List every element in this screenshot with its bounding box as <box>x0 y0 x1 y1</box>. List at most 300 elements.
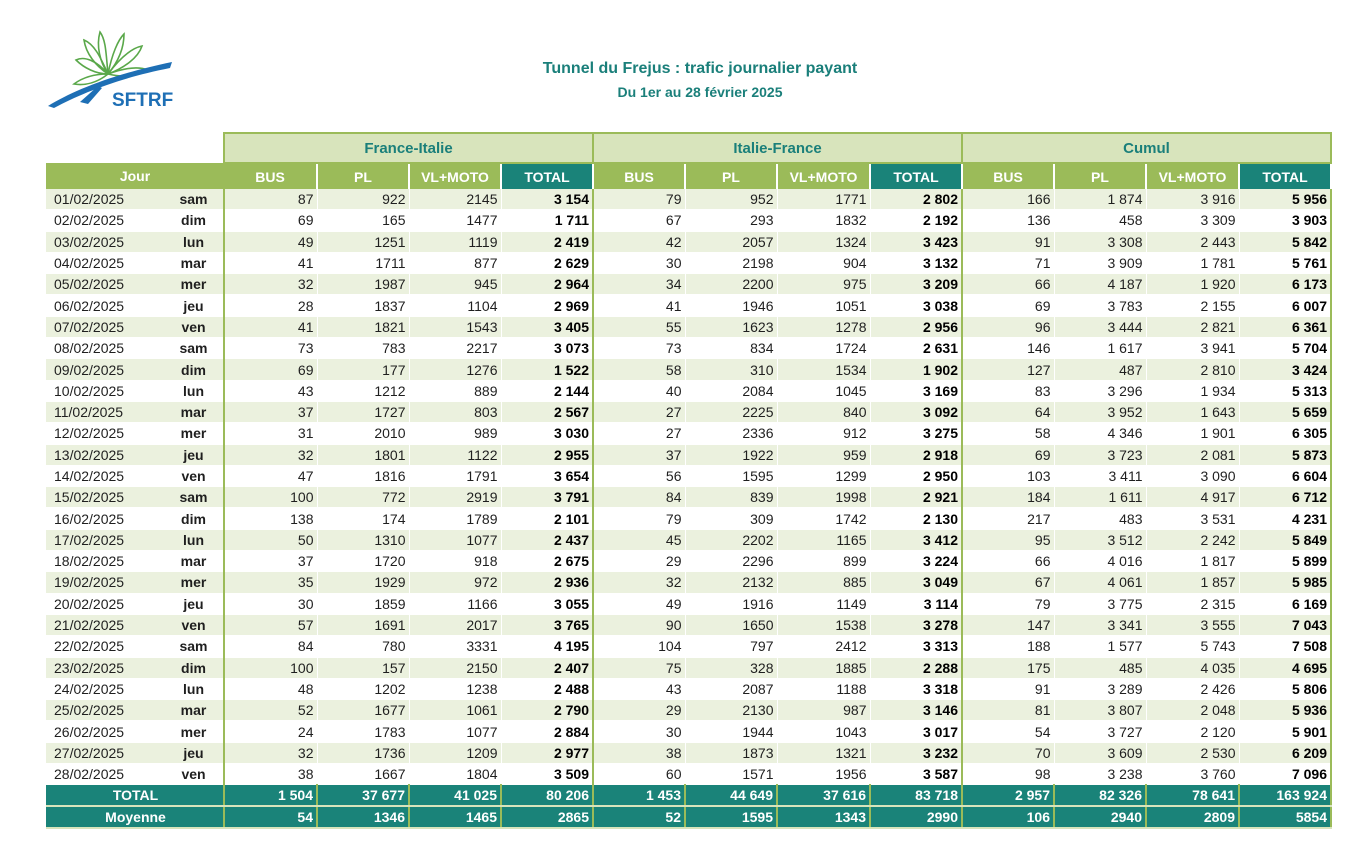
value-cell: 83 <box>962 380 1054 401</box>
total-value-cell: 2 130 <box>870 508 962 529</box>
value-cell: 29 <box>593 551 685 572</box>
table-row <box>46 231 1331 252</box>
total-value-cell: 6 209 <box>1239 742 1331 763</box>
value-cell: 27 <box>593 423 685 444</box>
value-cell: 67 <box>962 572 1054 593</box>
value-cell: 157 <box>317 657 409 678</box>
value-cell: 2 426 <box>1146 678 1239 699</box>
total-value-cell: 3 318 <box>870 678 962 699</box>
total-value-cell: 2 969 <box>501 295 593 316</box>
value-cell: 84 <box>224 636 317 657</box>
date-cell: 18/02/2025 <box>46 551 164 572</box>
value-cell: 877 <box>409 252 501 273</box>
total-value-cell: 7 096 <box>1239 764 1331 785</box>
value-cell: 69 <box>224 359 317 380</box>
column-header-total: TOTAL <box>1239 163 1331 189</box>
value-cell: 1209 <box>409 742 501 763</box>
day-cell: jeu <box>164 742 224 763</box>
value-cell: 30 <box>593 252 685 273</box>
value-cell: 3 531 <box>1146 508 1239 529</box>
value-cell: 32 <box>593 572 685 593</box>
day-cell: ven <box>164 316 224 337</box>
value-cell: 783 <box>317 338 409 359</box>
total-cell: 41 025 <box>409 785 501 807</box>
total-value-cell: 3 030 <box>501 423 593 444</box>
value-cell: 2 315 <box>1146 593 1239 614</box>
table-row <box>46 678 1331 699</box>
total-value-cell: 6 007 <box>1239 295 1331 316</box>
average-cell: 1343 <box>777 806 870 828</box>
value-cell: 54 <box>962 721 1054 742</box>
value-cell: 50 <box>224 529 317 550</box>
value-cell: 69 <box>224 210 317 231</box>
value-cell: 1832 <box>777 210 870 231</box>
value-cell: 1165 <box>777 529 870 550</box>
total-value-cell: 6 173 <box>1239 274 1331 295</box>
total-value-cell: 5 806 <box>1239 678 1331 699</box>
total-value-cell: 7 508 <box>1239 636 1331 657</box>
total-cell: 83 718 <box>870 785 962 807</box>
total-value-cell: 3 791 <box>501 487 593 508</box>
value-cell: 975 <box>777 274 870 295</box>
value-cell: 1650 <box>685 614 777 635</box>
average-cell: 1346 <box>317 806 409 828</box>
value-cell: 1837 <box>317 295 409 316</box>
value-cell: 1 817 <box>1146 551 1239 572</box>
total-value-cell: 3 049 <box>870 572 962 593</box>
total-cell: 1 504 <box>224 785 317 807</box>
value-cell: 1742 <box>777 508 870 529</box>
value-cell: 2919 <box>409 487 501 508</box>
value-cell: 1791 <box>409 465 501 486</box>
value-cell: 1 934 <box>1146 380 1239 401</box>
value-cell: 57 <box>224 614 317 635</box>
value-cell: 103 <box>962 465 1054 486</box>
column-header-pl: PL <box>1054 163 1146 189</box>
date-cell: 28/02/2025 <box>46 764 164 785</box>
total-value-cell: 2 790 <box>501 700 593 721</box>
value-cell: 3 512 <box>1054 529 1146 550</box>
total-value-cell: 3 412 <box>870 529 962 550</box>
value-cell: 1667 <box>317 764 409 785</box>
total-value-cell: 2 288 <box>870 657 962 678</box>
value-cell: 4 035 <box>1146 657 1239 678</box>
value-cell: 1571 <box>685 764 777 785</box>
average-label: Moyenne <box>46 806 224 828</box>
value-cell: 1885 <box>777 657 870 678</box>
day-cell: lun <box>164 678 224 699</box>
value-cell: 27 <box>593 401 685 422</box>
logo-text: SFTRF <box>112 90 174 111</box>
day-cell: lun <box>164 529 224 550</box>
column-header-total: TOTAL <box>870 163 962 189</box>
value-cell: 2132 <box>685 572 777 593</box>
value-cell: 952 <box>685 189 777 210</box>
value-cell: 989 <box>409 423 501 444</box>
value-cell: 32 <box>224 742 317 763</box>
value-cell: 3 296 <box>1054 380 1146 401</box>
value-cell: 4 917 <box>1146 487 1239 508</box>
value-cell: 184 <box>962 487 1054 508</box>
column-header-vl-moto: VL+MOTO <box>1146 163 1239 189</box>
table-row <box>46 295 1331 316</box>
date-cell: 22/02/2025 <box>46 636 164 657</box>
table-row <box>46 721 1331 742</box>
column-header-bus: BUS <box>962 163 1054 189</box>
total-value-cell: 6 712 <box>1239 487 1331 508</box>
value-cell: 43 <box>593 678 685 699</box>
column-header-jour: Jour <box>46 163 224 189</box>
value-cell: 1477 <box>409 210 501 231</box>
value-cell: 79 <box>593 189 685 210</box>
date-cell: 17/02/2025 <box>46 529 164 550</box>
date-cell: 09/02/2025 <box>46 359 164 380</box>
date-cell: 06/02/2025 <box>46 295 164 316</box>
total-value-cell: 5 936 <box>1239 700 1331 721</box>
value-cell: 1801 <box>317 444 409 465</box>
value-cell: 38 <box>593 742 685 763</box>
date-cell: 04/02/2025 <box>46 252 164 273</box>
total-value-cell: 3 017 <box>870 721 962 742</box>
value-cell: 1 857 <box>1146 572 1239 593</box>
group-italie-france: Italie-France <box>593 133 962 163</box>
total-value-cell: 2 956 <box>870 316 962 337</box>
value-cell: 2 081 <box>1146 444 1239 465</box>
value-cell: 64 <box>962 401 1054 422</box>
value-cell: 780 <box>317 636 409 657</box>
value-cell: 840 <box>777 401 870 422</box>
date-cell: 11/02/2025 <box>46 401 164 422</box>
table-row <box>46 614 1331 635</box>
total-value-cell: 5 901 <box>1239 721 1331 742</box>
value-cell: 2412 <box>777 636 870 657</box>
logo-flower-icon <box>74 32 148 85</box>
value-cell: 1119 <box>409 231 501 252</box>
column-header-vl-moto: VL+MOTO <box>409 163 501 189</box>
total-value-cell: 5 761 <box>1239 252 1331 273</box>
value-cell: 29 <box>593 700 685 721</box>
day-cell: ven <box>164 614 224 635</box>
value-cell: 1873 <box>685 742 777 763</box>
value-cell: 41 <box>224 316 317 337</box>
value-cell: 2200 <box>685 274 777 295</box>
value-cell: 1783 <box>317 721 409 742</box>
column-header-bus: BUS <box>224 163 317 189</box>
value-cell: 100 <box>224 657 317 678</box>
value-cell: 3 289 <box>1054 678 1146 699</box>
value-cell: 2150 <box>409 657 501 678</box>
value-cell: 2 120 <box>1146 721 1239 742</box>
total-value-cell: 6 604 <box>1239 465 1331 486</box>
value-cell: 45 <box>593 529 685 550</box>
value-cell: 1727 <box>317 401 409 422</box>
column-header-total: TOTAL <box>501 163 593 189</box>
value-cell: 1736 <box>317 742 409 763</box>
total-value-cell: 2 950 <box>870 465 962 486</box>
date-cell: 07/02/2025 <box>46 316 164 337</box>
column-header-pl: PL <box>685 163 777 189</box>
value-cell: 1061 <box>409 700 501 721</box>
value-cell: 3 238 <box>1054 764 1146 785</box>
value-cell: 797 <box>685 636 777 657</box>
sftrf-logo <box>44 30 179 112</box>
page-subtitle: Du 1er au 28 février 2025 <box>617 84 783 100</box>
value-cell: 4 346 <box>1054 423 1146 444</box>
total-value-cell: 3 509 <box>501 764 593 785</box>
value-cell: 66 <box>962 551 1054 572</box>
total-value-cell: 2 567 <box>501 401 593 422</box>
day-cell: lun <box>164 231 224 252</box>
total-value-cell: 3 405 <box>501 316 593 337</box>
value-cell: 2336 <box>685 423 777 444</box>
total-value-cell: 3 765 <box>501 614 593 635</box>
value-cell: 127 <box>962 359 1054 380</box>
value-cell: 73 <box>593 338 685 359</box>
table-row <box>46 189 1331 210</box>
total-value-cell: 2 964 <box>501 274 593 295</box>
value-cell: 5 743 <box>1146 636 1239 657</box>
value-cell: 2 242 <box>1146 529 1239 550</box>
value-cell: 3 308 <box>1054 231 1146 252</box>
table-row <box>46 636 1331 657</box>
date-cell: 26/02/2025 <box>46 721 164 742</box>
value-cell: 922 <box>317 189 409 210</box>
value-cell: 1944 <box>685 721 777 742</box>
table-row <box>46 487 1331 508</box>
value-cell: 1859 <box>317 593 409 614</box>
day-cell: jeu <box>164 444 224 465</box>
value-cell: 2225 <box>685 401 777 422</box>
value-cell: 177 <box>317 359 409 380</box>
day-cell: sam <box>164 189 224 210</box>
total-cell: 37 677 <box>317 785 409 807</box>
value-cell: 47 <box>224 465 317 486</box>
total-value-cell: 2 144 <box>501 380 593 401</box>
value-cell: 3 555 <box>1146 614 1239 635</box>
total-label: TOTAL <box>46 785 224 807</box>
total-value-cell: 3 424 <box>1239 359 1331 380</box>
value-cell: 1 920 <box>1146 274 1239 295</box>
total-value-cell: 3 278 <box>870 614 962 635</box>
value-cell: 43 <box>224 380 317 401</box>
table-row <box>46 338 1331 359</box>
value-cell: 49 <box>224 231 317 252</box>
blank-header-cell <box>46 133 224 163</box>
table-row <box>46 401 1331 422</box>
value-cell: 2084 <box>685 380 777 401</box>
table-row <box>46 274 1331 295</box>
value-cell: 2217 <box>409 338 501 359</box>
value-cell: 2198 <box>685 252 777 273</box>
value-cell: 1077 <box>409 721 501 742</box>
total-value-cell: 3 903 <box>1239 210 1331 231</box>
total-value-cell: 3 055 <box>501 593 593 614</box>
day-cell: mer <box>164 274 224 295</box>
table-row <box>46 423 1331 444</box>
value-cell: 58 <box>962 423 1054 444</box>
date-cell: 05/02/2025 <box>46 274 164 295</box>
total-value-cell: 3 169 <box>870 380 962 401</box>
total-cell: 1 453 <box>593 785 685 807</box>
date-cell: 16/02/2025 <box>46 508 164 529</box>
value-cell: 3 309 <box>1146 210 1239 231</box>
value-cell: 972 <box>409 572 501 593</box>
value-cell: 1324 <box>777 231 870 252</box>
total-value-cell: 4 231 <box>1239 508 1331 529</box>
total-value-cell: 2 921 <box>870 487 962 508</box>
table-row <box>46 657 1331 678</box>
total-value-cell: 2 631 <box>870 338 962 359</box>
value-cell: 3 760 <box>1146 764 1239 785</box>
day-cell: ven <box>164 465 224 486</box>
value-cell: 1122 <box>409 444 501 465</box>
value-cell: 1238 <box>409 678 501 699</box>
value-cell: 1804 <box>409 764 501 785</box>
total-value-cell: 6 169 <box>1239 593 1331 614</box>
value-cell: 803 <box>409 401 501 422</box>
value-cell: 1724 <box>777 338 870 359</box>
average-cell: 2940 <box>1054 806 1146 828</box>
total-value-cell: 3 146 <box>870 700 962 721</box>
value-cell: 485 <box>1054 657 1146 678</box>
total-value-cell: 1 522 <box>501 359 593 380</box>
day-cell: sam <box>164 487 224 508</box>
total-value-cell: 5 956 <box>1239 189 1331 210</box>
day-cell: ven <box>164 764 224 785</box>
table-row <box>46 210 1331 231</box>
value-cell: 87 <box>224 189 317 210</box>
value-cell: 66 <box>962 274 1054 295</box>
day-cell: mer <box>164 572 224 593</box>
value-cell: 1310 <box>317 529 409 550</box>
total-value-cell: 6 305 <box>1239 423 1331 444</box>
value-cell: 310 <box>685 359 777 380</box>
total-cell: 163 924 <box>1239 785 1331 807</box>
date-cell: 23/02/2025 <box>46 657 164 678</box>
value-cell: 3 775 <box>1054 593 1146 614</box>
value-cell: 1623 <box>685 316 777 337</box>
total-value-cell: 3 038 <box>870 295 962 316</box>
table-body <box>46 189 1331 785</box>
value-cell: 1212 <box>317 380 409 401</box>
value-cell: 918 <box>409 551 501 572</box>
value-cell: 1149 <box>777 593 870 614</box>
total-cell: 78 641 <box>1146 785 1239 807</box>
total-value-cell: 2 419 <box>501 231 593 252</box>
value-cell: 1 617 <box>1054 338 1146 359</box>
total-value-cell: 2 884 <box>501 721 593 742</box>
value-cell: 40 <box>593 380 685 401</box>
value-cell: 37 <box>224 401 317 422</box>
table-row <box>46 529 1331 550</box>
value-cell: 1045 <box>777 380 870 401</box>
value-cell: 309 <box>685 508 777 529</box>
value-cell: 95 <box>962 529 1054 550</box>
total-value-cell: 3 232 <box>870 742 962 763</box>
total-cell: 44 649 <box>685 785 777 807</box>
table-row <box>46 742 1331 763</box>
value-cell: 2130 <box>685 700 777 721</box>
total-value-cell: 2 977 <box>501 742 593 763</box>
value-cell: 1816 <box>317 465 409 486</box>
total-value-cell: 3 275 <box>870 423 962 444</box>
value-cell: 37 <box>224 551 317 572</box>
day-cell: mar <box>164 700 224 721</box>
value-cell: 3 341 <box>1054 614 1146 635</box>
day-cell: dim <box>164 508 224 529</box>
value-cell: 1 874 <box>1054 189 1146 210</box>
day-cell: sam <box>164 338 224 359</box>
group-header-row <box>46 133 1331 163</box>
total-value-cell: 3 209 <box>870 274 962 295</box>
value-cell: 32 <box>224 274 317 295</box>
value-cell: 3 916 <box>1146 189 1239 210</box>
page-title: Tunnel du Frejus : trafic journalier payant <box>542 60 858 77</box>
value-cell: 41 <box>224 252 317 273</box>
date-cell: 27/02/2025 <box>46 742 164 763</box>
average-cell: 106 <box>962 806 1054 828</box>
value-cell: 1 611 <box>1054 487 1146 508</box>
value-cell: 56 <box>593 465 685 486</box>
value-cell: 3 952 <box>1054 401 1146 422</box>
total-value-cell: 3 224 <box>870 551 962 572</box>
value-cell: 166 <box>962 189 1054 210</box>
value-cell: 487 <box>1054 359 1146 380</box>
total-value-cell: 3 587 <box>870 764 962 785</box>
total-value-cell: 2 955 <box>501 444 593 465</box>
value-cell: 889 <box>409 380 501 401</box>
value-cell: 3 411 <box>1054 465 1146 486</box>
value-cell: 2202 <box>685 529 777 550</box>
value-cell: 69 <box>962 295 1054 316</box>
value-cell: 79 <box>962 593 1054 614</box>
value-cell: 945 <box>409 274 501 295</box>
value-cell: 104 <box>593 636 685 657</box>
value-cell: 2 443 <box>1146 231 1239 252</box>
value-cell: 1720 <box>317 551 409 572</box>
value-cell: 2087 <box>685 678 777 699</box>
value-cell: 3 090 <box>1146 465 1239 486</box>
value-cell: 3331 <box>409 636 501 657</box>
average-cell: 2809 <box>1146 806 1239 828</box>
total-value-cell: 2 629 <box>501 252 593 273</box>
value-cell: 1821 <box>317 316 409 337</box>
value-cell: 1543 <box>409 316 501 337</box>
value-cell: 37 <box>593 444 685 465</box>
total-value-cell: 2 802 <box>870 189 962 210</box>
value-cell: 49 <box>593 593 685 614</box>
value-cell: 987 <box>777 700 870 721</box>
column-header-vl-moto: VL+MOTO <box>777 163 870 189</box>
value-cell: 34 <box>593 274 685 295</box>
date-cell: 02/02/2025 <box>46 210 164 231</box>
value-cell: 24 <box>224 721 317 742</box>
value-cell: 146 <box>962 338 1054 359</box>
day-cell: mer <box>164 721 224 742</box>
value-cell: 188 <box>962 636 1054 657</box>
value-cell: 1711 <box>317 252 409 273</box>
value-cell: 100 <box>224 487 317 508</box>
value-cell: 48 <box>224 678 317 699</box>
value-cell: 1104 <box>409 295 501 316</box>
average-cell: 54 <box>224 806 317 828</box>
total-value-cell: 7 043 <box>1239 614 1331 635</box>
table-row <box>46 316 1331 337</box>
date-cell: 25/02/2025 <box>46 700 164 721</box>
value-cell: 42 <box>593 231 685 252</box>
value-cell: 90 <box>593 614 685 635</box>
value-cell: 328 <box>685 657 777 678</box>
